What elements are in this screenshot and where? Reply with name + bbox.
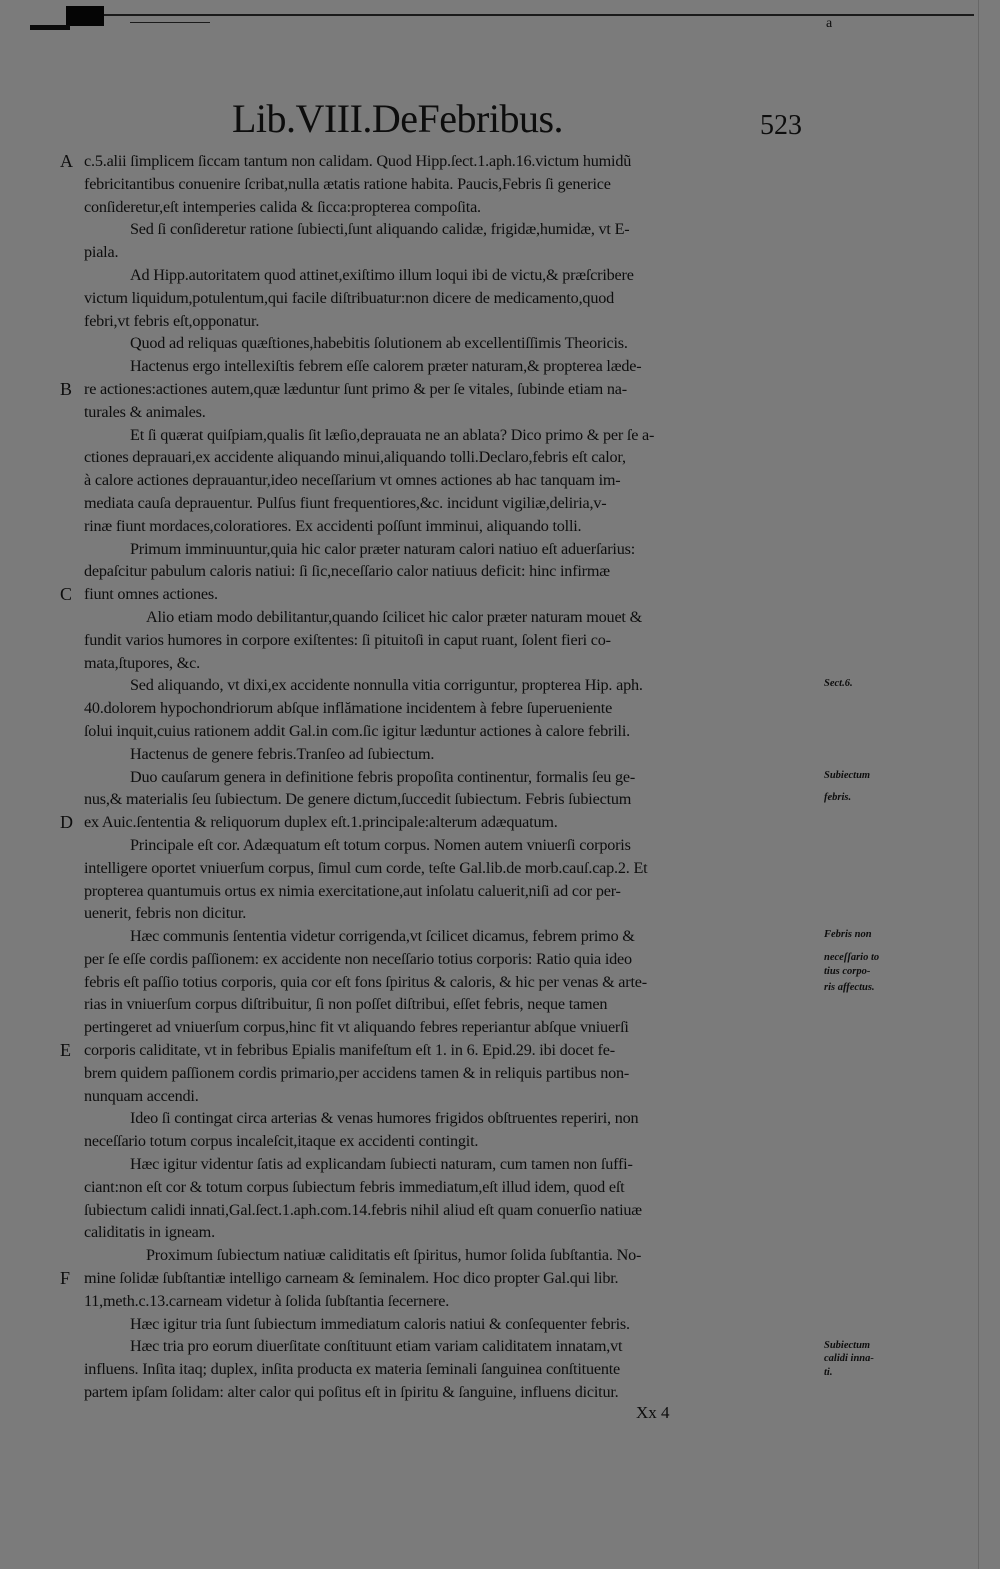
line-text: Duo cauſarum genera in definitione febris propoſita continentur, formalis ſeu ge- (130, 767, 636, 786)
margin-note: Subiectum (824, 1339, 871, 1351)
text-line (60, 1107, 820, 1130)
section-marker: C (60, 584, 72, 605)
line-text: Hæc communis ſententia videtur corrigenda,vt ſcilicet dicamus, febrem primo & (130, 927, 635, 946)
text-line (60, 355, 820, 378)
line-text: per ſe eſſe cordis paſſionem: ex accidente non neceſſario totius corporis: Ratio quia ideo (84, 949, 632, 968)
text-line (60, 1290, 820, 1313)
text-line (60, 492, 820, 515)
text-line (60, 880, 820, 903)
line-text: nunquam accendi. (84, 1086, 199, 1105)
text-line (60, 287, 820, 310)
margin-note: Sect.6. (824, 678, 853, 690)
line-text: piala. (84, 243, 119, 262)
text-line (60, 652, 820, 675)
text-line (60, 196, 820, 219)
text-line (60, 993, 820, 1016)
line-text: Quod ad reliquas quæſtiones,habebitis ſolutionem ab excellentiſſimis Theoricis. (130, 334, 628, 353)
text-line (60, 1199, 820, 1222)
text-line (60, 811, 820, 834)
text-line (60, 264, 820, 287)
text-line (60, 1244, 820, 1267)
text-line (60, 697, 820, 720)
line-text: Hactenus ergo intellexiſtis febrem eſſe calorem præter naturam,& propterea læde- (130, 357, 642, 376)
line-text: febricitantibus conuenire ſcribat,nulla ætatis ratione habita. Paucis,Febris ſi generice (84, 174, 611, 193)
top-rule-short (130, 22, 210, 23)
text-line (60, 743, 820, 766)
line-text: nus,& materialis ſeu ſubiectum. De genere dictum,ſuccedit ſubiectum. Febris ſubiectum (84, 790, 632, 809)
text-line (60, 1267, 820, 1290)
margin-note: ti. (824, 1366, 833, 1378)
text-line (60, 218, 820, 241)
ink-blot-tail (30, 25, 70, 30)
text-line (60, 674, 820, 697)
text-line (60, 1221, 820, 1244)
line-text: victum liquidum,potulentum,qui facile diſtribuatur:non dicere de medicamento,quod (84, 288, 614, 307)
text-line (60, 971, 820, 994)
line-text: intelligere oportet vniuerſum corpus, ſimul cum corde, teſte Gal.lib.de morb.cauſ.cap.2. Et (84, 858, 648, 877)
line-text: Sed aliquando, vt dixi,ex accidente nonnulla vitia corriguntur, propterea Hip. aph. (130, 676, 643, 695)
line-text: Hæc tria pro eorum diuerſitate conſtituunt etiam variam caliditatem innatam,vt (130, 1337, 623, 1356)
text-line (60, 948, 820, 971)
text-line (60, 538, 820, 561)
line-text: Proximum ſubiectum natiuæ caliditatis eſt ſpiritus, humor ſolida ſubſtantia. No- (146, 1246, 642, 1265)
text-line (60, 446, 820, 469)
text-line (60, 1153, 820, 1176)
body-text (60, 150, 820, 1404)
text-line (60, 241, 820, 264)
text-line (60, 902, 820, 925)
page-edge (978, 0, 979, 1569)
section-marker: F (60, 1268, 70, 1289)
line-text: Ad Hipp.autoritatem quod attinet,exiſtimo illum loqui ibi de victu,& præſcribere (130, 265, 634, 284)
line-text: influens. Inſita itaq; duplex, inſita producta ex materia ſeminali ſanguinea conſtituente (84, 1360, 620, 1379)
margin-note: neceſſario to (824, 952, 880, 963)
text-line (60, 515, 820, 538)
top-rule (104, 14, 974, 16)
line-text: pertingeret ad vniuerſum corpus,hinc fit vt aliquando febres reperiantur abſque vniuerſi (84, 1018, 629, 1037)
text-line (60, 378, 820, 401)
line-text: Alio etiam modo debilitantur,quando ſcilicet hic calor præter naturam mouet & (146, 607, 642, 626)
line-text: Primum imminuuntur,quia hic calor præter naturam calori natiuo eſt aduerſarius: (130, 539, 636, 558)
text-line (60, 310, 820, 333)
line-text: mata,ſtupores, &c. (84, 653, 200, 672)
text-line (60, 583, 820, 606)
line-text: rias in vniuerſum corpus diſtribuitur, ſi non poſſet diſtribui, eſſet febris, neque tamen (84, 995, 608, 1014)
text-line (60, 1039, 820, 1062)
line-text: depaſcitur pabulum caloris natiui: ſi ſic,neceſſario calor natiuus deficit: hinc infirmæ (84, 562, 610, 581)
line-text: ex Auic.ſententia & reliquorum duplex eſt.1.principale:alterum adæquatum. (84, 813, 558, 832)
section-marker: A (60, 151, 73, 171)
text-line (60, 1335, 820, 1358)
margin-note: tius corpo- (824, 965, 871, 977)
line-text: Sed ſi conſideretur ratione ſubiecti,ſunt aliquando calidæ, frigidæ,humidæ, vt E- (130, 220, 630, 239)
line-text: neceſſario totum corpus incaleſcit,itaque ex accidenti contingit. (84, 1132, 479, 1151)
line-text: brem quidem paſſionem cordis primario,per accidens tamen & in reliquis partibus non- (84, 1063, 630, 1082)
line-text: rinæ fiunt mordaces,coloratiores. Ex accidenti poſſunt imminui, aliquando tolli. (84, 516, 582, 535)
line-text: ciant:non eſt cor & totum corpus ſubiectum febris immediatum,eſt illud idem, quod eſt (84, 1177, 625, 1196)
text-line (60, 1176, 820, 1199)
line-text: Hactenus de genere febris.Tranſeo ad ſubiectum. (130, 744, 435, 763)
line-text: ſubiectum calidi innati,Gal.ſect.1.aph.com.14.febris nihil aliud eſt quam conuerſio natiuæ (84, 1200, 642, 1219)
signature-mark: Xx 4 (636, 1403, 670, 1422)
running-title: Lib.VIII.DeFebribus. (232, 96, 564, 141)
text-line (60, 469, 820, 492)
margin-note: ris affectus. (824, 981, 875, 993)
text-line (60, 629, 820, 652)
text-line (60, 173, 820, 196)
text-line (60, 1358, 820, 1381)
line-text: caliditatis in igneam. (84, 1223, 215, 1242)
page-number: 523 (760, 110, 802, 141)
section-marker: D (60, 812, 73, 833)
line-text: mediata cauſa deprauentur. Pulſus fiunt frequentiores,&c. incidunt vigiliæ,deliria,v- (84, 493, 607, 512)
text-line (60, 766, 820, 789)
line-text: 11,meth.c.13.carneam videtur à ſolida ſubſtantia ſecernere. (84, 1291, 450, 1310)
line-text: Et ſi quærat quiſpiam,qualis ſit læſio,deprauata ne an ablata? Dico primo & per ſe a- (130, 425, 655, 444)
line-text: c.5.alii ſimplicem ſiccam tantum non calidam. Quod Hipp.ſect.1.aph.16.victum humidũ (84, 152, 632, 170)
line-text: febri,vt febris eſt,opponatur. (84, 311, 260, 330)
text-line (60, 606, 820, 629)
text-line (60, 788, 820, 811)
line-text: propterea quantumuis ortus ex nimia exercitatione,aut inſolatu caluerit,niſi ad cor per- (84, 881, 621, 900)
line-text: turales & animales. (84, 402, 206, 421)
margin-note: Subiectum (824, 769, 871, 781)
text-line (60, 720, 820, 743)
line-text: fundit varios humores in corpore exiſtentes: ſi pituitoſi in caput ruant, ſolent fieri co- (84, 630, 611, 649)
margin-note: febris. (824, 792, 852, 804)
text-line (60, 1016, 820, 1039)
text-line (60, 332, 820, 355)
text-line (60, 1085, 820, 1108)
section-marker: E (60, 1040, 71, 1061)
text-line (60, 925, 820, 948)
line-text: partem ipſam ſolidam: alter calor qui poſitus eſt in ſpiritu & ſanguine, influens dicitur. (84, 1383, 619, 1402)
line-text: febris eſt paſſio totius corporis, quia cor eſt fons ſpiritus & caloris, & hic per venas & arte- (84, 972, 647, 991)
section-marker: B (60, 378, 72, 399)
line-text: Hæc igitur videntur ſatis ad explicandam ſubiecti naturam, cum tamen non ſuffi- (130, 1155, 633, 1174)
line-text: à calore actiones deprauantur,ideo neceſſarium vt omnes actiones ab hac tanquam im- (84, 471, 621, 490)
text-line (60, 1062, 820, 1085)
text-line (60, 857, 820, 880)
margin-note: Febris non (824, 929, 872, 941)
line-text: re actiones:actiones autem,quæ læduntur ſunt primo & per ſe vitales, ſubinde etiam na- (84, 379, 627, 398)
line-text: ſolui inquit,cuius rationem addit Gal.in com.ſic igitur læduntur actiones à calore febrili. (84, 721, 630, 740)
text-line (60, 834, 820, 857)
line-text: fiunt omnes actiones. (84, 585, 218, 604)
text-line (60, 150, 820, 173)
line-text: 40.dolorem hypochondriorum abſque inflămatione incidentem à febre ſuperueniente (84, 699, 613, 718)
line-text: Principale eſt cor. Adæquatum eſt totum corpus. Nomen autem vniuerſi corporis (130, 835, 631, 854)
line-text: Hæc igitur tria ſunt ſubiectum immediatum caloris natiui & conſequenter febris. (130, 1314, 630, 1333)
line-text: Ideo ſi contingat circa arterias & venas humores frigidos obſtruentes reperiri, non (130, 1109, 639, 1128)
corner-mark: a (826, 16, 833, 31)
text-line (60, 1130, 820, 1153)
line-text: uenerit, febris non dicitur. (84, 904, 247, 923)
text-line (60, 560, 820, 583)
margin-note: calidi inna- (824, 1353, 874, 1365)
ink-blot (66, 6, 104, 26)
line-text: mine ſolidæ ſubſtantiæ intelligo carneam & ſeminalem. Hoc dico propter Gal.qui libr. (84, 1269, 619, 1288)
text-line (60, 424, 820, 447)
line-text: conſideretur,eſt intemperies calida & ſicca:propterea compoſita. (84, 197, 481, 216)
text-line (60, 1313, 820, 1336)
line-text: ctiones deprauari,ex accidente aliquando minui,aliquando tolli.Declaro,febris eſt calor, (84, 448, 626, 467)
line-text: corporis caliditate, vt in febribus Epialis manifeſtum eſt 1. in 6. Epid.29. ibi docet fe- (84, 1041, 615, 1060)
text-line (60, 1381, 820, 1404)
text-line (60, 401, 820, 424)
